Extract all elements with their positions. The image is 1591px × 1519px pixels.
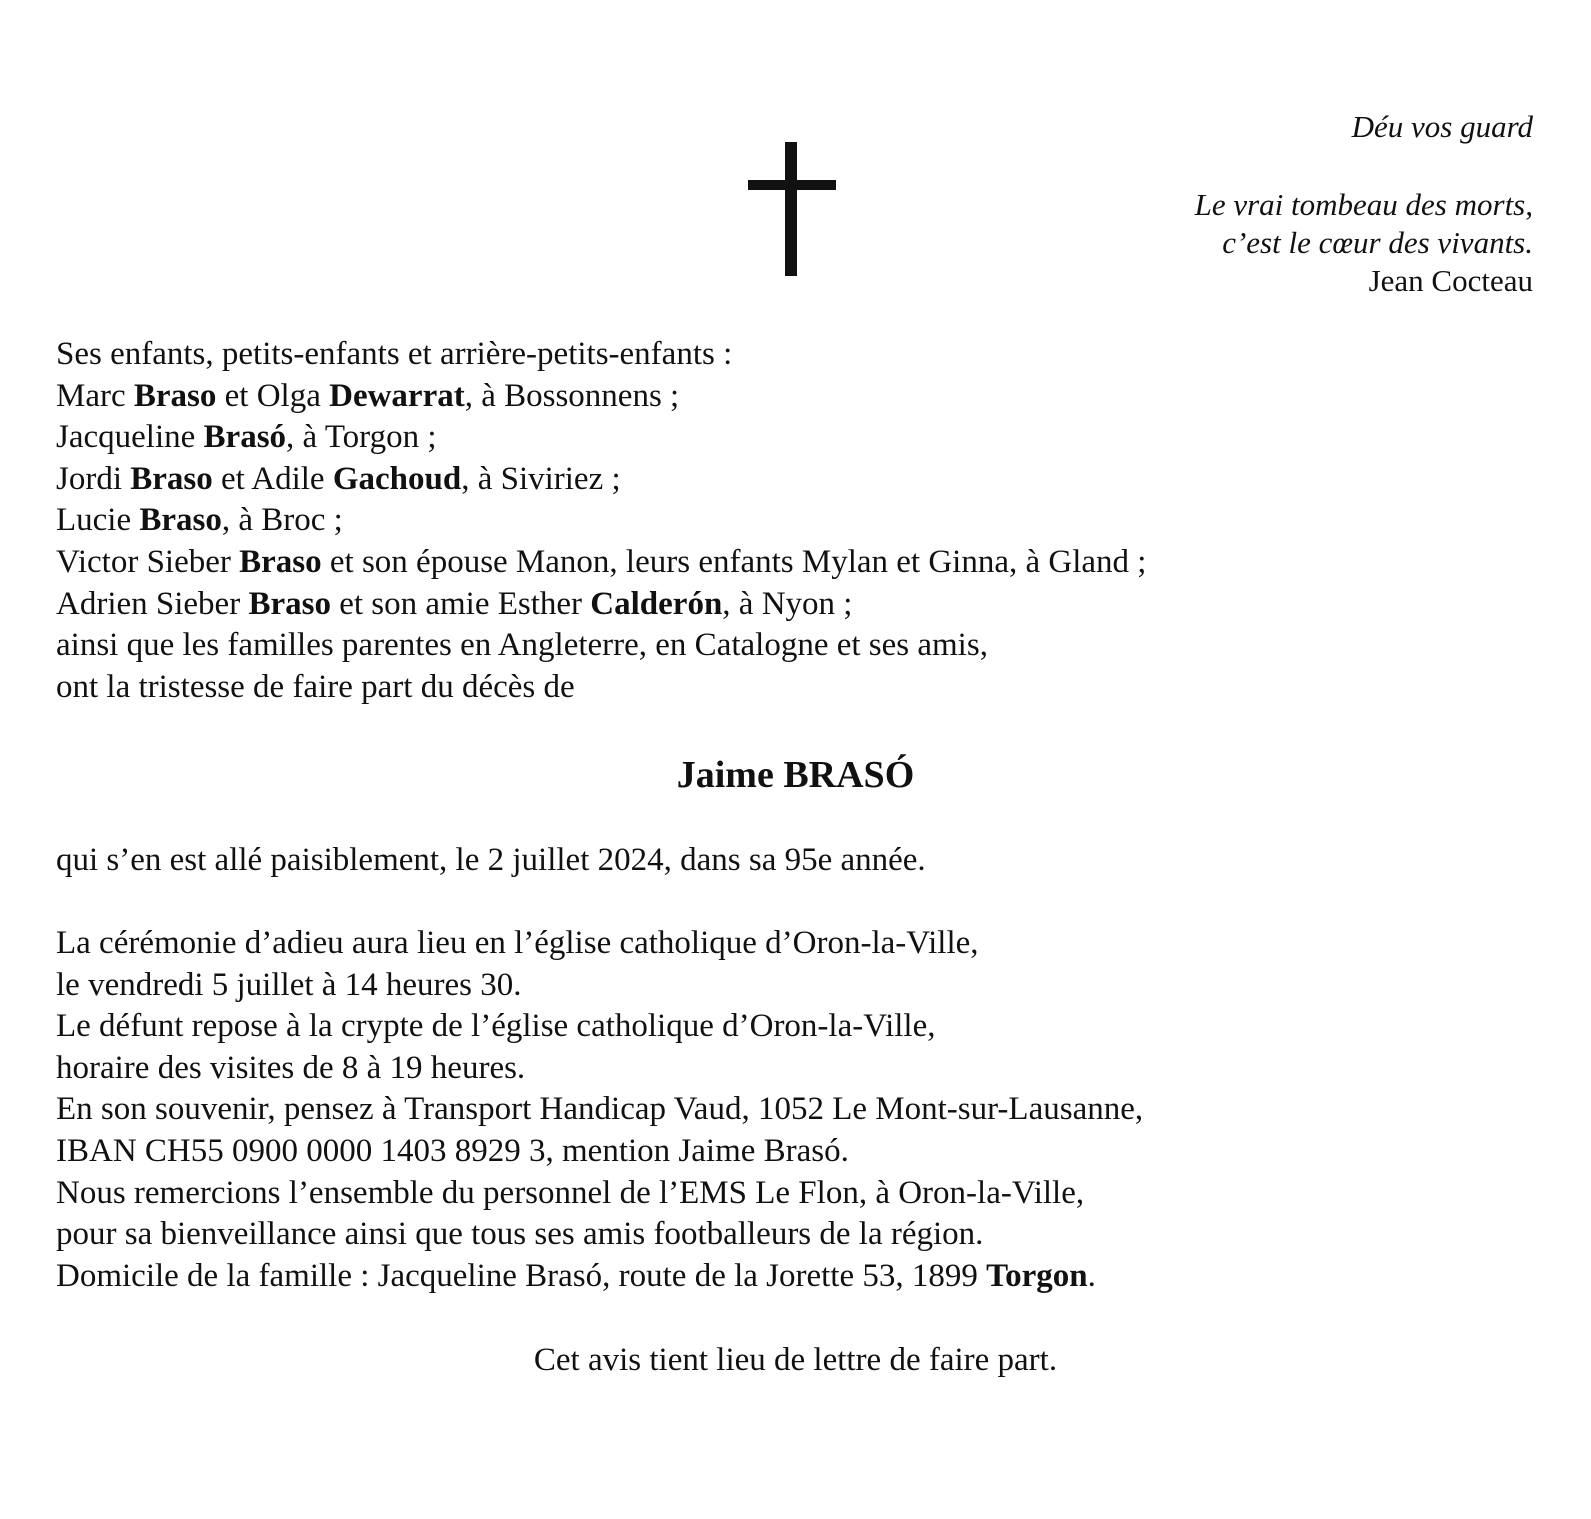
latin-cross-icon — [748, 142, 836, 276]
citation-line-1: Le vrai tombeau des morts, — [1194, 187, 1533, 222]
passing-text: qui s’en est allé paisiblement, le 2 juillet 2024, dans sa 95e année. — [56, 842, 926, 878]
first-name: Jacqueline — [56, 419, 204, 456]
domicile-address: Domicile de la famille : Jacqueline Brasó, route de la Jorette 53, 1899 — [56, 1257, 987, 1294]
connector-text: et son amie Esther — [330, 585, 591, 622]
family-list — [56, 334, 1146, 708]
location-text: , à Nyon ; — [722, 585, 853, 622]
location-text: et son épouse Manon, leurs enfants Mylan et Ginna, à Gland ; — [321, 543, 1147, 580]
first-name: Jordi — [56, 460, 131, 497]
service-details — [56, 923, 1143, 1297]
family-others: ainsi que les familles parentes en Angleterre, en Catalogne et ses amis, — [56, 627, 988, 664]
family-line — [56, 500, 1146, 542]
family-line — [56, 417, 1146, 459]
domicile-town: Torgon — [986, 1257, 1088, 1294]
location-text: , à Bossonnens ; — [464, 377, 680, 414]
surname: Dewarrat — [329, 377, 465, 414]
first-name: Lucie — [56, 502, 140, 539]
family-announcement: ont la tristesse de faire part du décès de — [56, 668, 575, 705]
family-line — [56, 542, 1146, 584]
location-text: , à Broc ; — [221, 502, 343, 539]
surname: Gachoud — [332, 460, 462, 497]
service-line: La cérémonie d’adieu aura lieu en l’église catholique d’Oron-la-Ville, — [56, 925, 979, 961]
location-text: , à Siviriez ; — [461, 460, 621, 497]
service-line: le vendredi 5 juillet à 14 heures 30. — [56, 966, 522, 1003]
connector-text: et Olga — [216, 377, 330, 414]
family-line — [56, 584, 1146, 626]
service-line: horaire des visites de 8 à 19 heures. — [56, 1049, 526, 1086]
family-intro: Ses enfants, petits-enfants et arrière-petits-enfants : — [56, 336, 733, 372]
family-line — [56, 376, 1146, 418]
surname: Braso — [130, 460, 213, 497]
blessing-text: Déu vos guard — [1351, 109, 1533, 144]
cross-horizontal-bar — [748, 180, 836, 190]
location-text: , à Torgon ; — [286, 419, 437, 456]
surname: Braso — [248, 585, 331, 622]
service-line: En son souvenir, pensez à Transport Handicap Vaud, 1052 Le Mont-sur-Lausanne, — [56, 1091, 1144, 1128]
surname: Brasó — [203, 419, 287, 456]
surname: Calderón — [590, 585, 723, 622]
connector-text: et Adile — [212, 460, 333, 497]
service-line: Le défunt repose à la crypte de l’église catholique d’Oron-la-Ville, — [56, 1008, 936, 1045]
surname: Braso — [133, 377, 217, 414]
epigraph-spacer — [1195, 146, 1533, 186]
service-line: pour sa bienveillance ainsi que tous ses amis footballeurs de la région. — [56, 1216, 984, 1253]
closing-note: Cet avis tient lieu de lettre de faire part. — [533, 1342, 1058, 1378]
service-line: IBAN CH55 0900 0000 1403 8929 3, mention Jaime Brasó. — [56, 1132, 849, 1169]
surname: Braso — [239, 543, 322, 580]
domicile-suffix: . — [1087, 1257, 1096, 1294]
deceased-name: Jaime BRASÓ — [676, 754, 915, 796]
epigraph-block — [1195, 108, 1533, 300]
first-name: Victor Sieber — [56, 543, 240, 580]
surname: Braso — [139, 502, 222, 539]
citation-author: Jean Cocteau — [1368, 263, 1533, 298]
family-line — [56, 459, 1146, 501]
first-name: Adrien Sieber — [56, 585, 249, 622]
domicile-line — [56, 1256, 1143, 1298]
service-line: Nous remercions l’ensemble du personnel de l’EMS Le Flon, à Oron-la-Ville, — [56, 1174, 1085, 1211]
cross-vertical-bar — [785, 142, 797, 276]
citation-line-2: c’est le cœur des vivants. — [1222, 225, 1533, 260]
first-name: Marc — [56, 377, 134, 414]
